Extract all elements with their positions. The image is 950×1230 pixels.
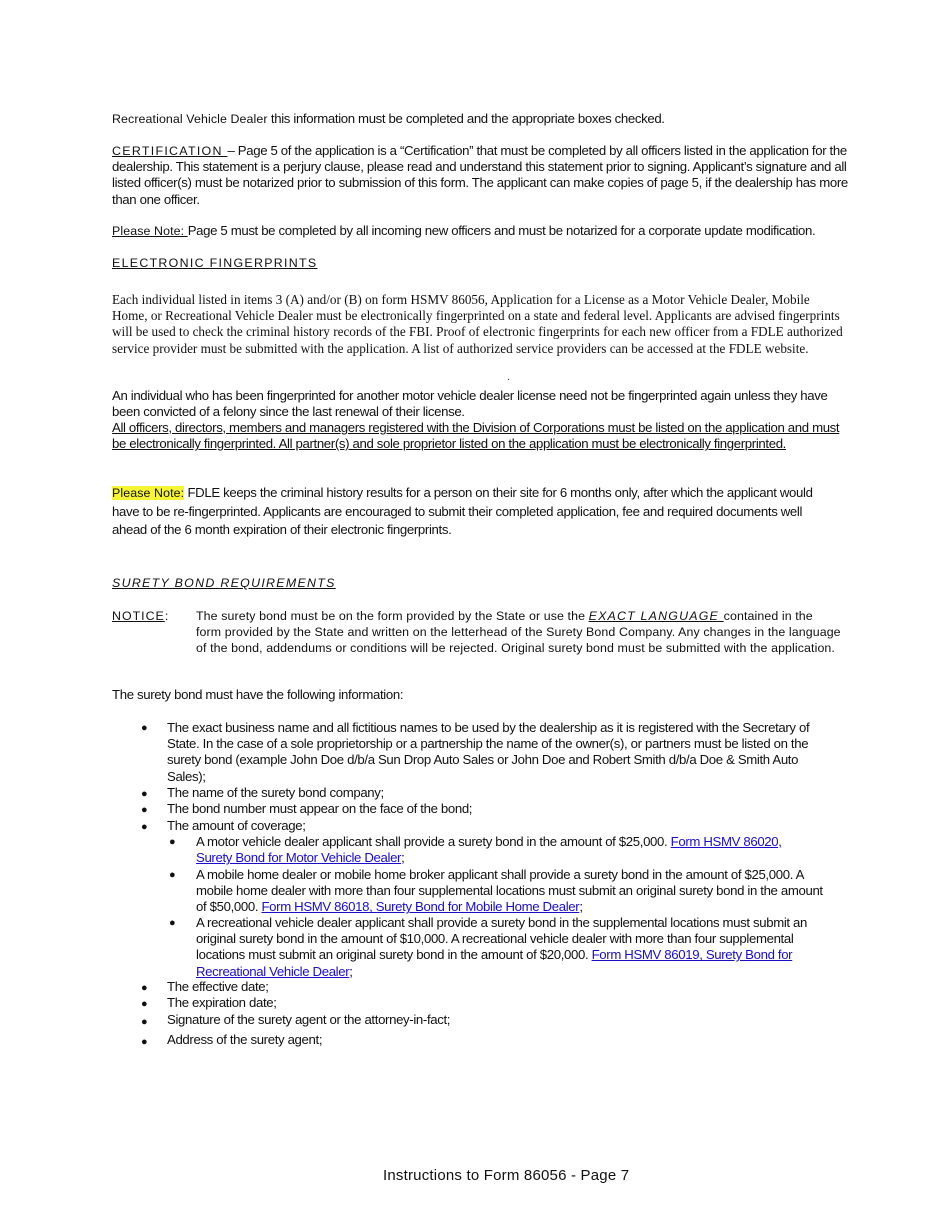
certification-heading: CERTIFICATION [112, 144, 228, 158]
bullet-icon: ● [141, 804, 148, 816]
please-note-corporate [112, 223, 852, 239]
list-item: The effective date; [167, 979, 269, 994]
please-note-label: Please Note: [112, 224, 188, 238]
bullet-icon: ● [141, 788, 148, 800]
notice-label: NOTICE: [112, 609, 169, 623]
notice-text: The surety bond must be on the form provided by the State or use the EXACT LANGUAGE contained in the form provided by the State and written on the letterhead of the Surety Bond Company. Any changes in the language of the bond, addendums or conditions will be rejected. Original surety bond must be submitted with the application. [196, 609, 841, 656]
certification-text: – Page 5 of the application is a “Certification” that must be completed by all officers listed in the application for the dealership. This statement is a perjury clause, please read and understand this statement prior to signing. Applicant’s signature and all listed officer(s) must be notarized prior to submission of this form. The applicant can make copies of page 5, if the dealership has more than one officer. [112, 143, 848, 207]
list-item: The amount of coverage; [167, 818, 306, 833]
form-86018-link[interactable]: Form HSMV 86018, Surety Bond for Mobile Home Dealer [261, 899, 580, 915]
list-item: The exact business name and all fictitious names to be used by the dealership as it is registered with the Secretary of State. In the case of a sole proprietorship or a partnership the name of the owner(s), or partners must be listed on the surety bond (example John Doe d/b/a Sun Drop Auto Sales or John Doe and Robert Smith d/b/a Doe & Smith Auto Sales); [167, 720, 810, 784]
bullet-icon: ● [141, 1036, 148, 1048]
list-item: The name of the surety bond company; [167, 785, 384, 800]
please-note-fdle-text: FDLE keeps the criminal history results for a person on their site for 6 months only, after which the applicant would have to be re-fingerprinted. Applicants are encouraged to submit their completed application, fee and required documents well ahead of the 6 month expiration of their electronic fingerprints. [112, 485, 813, 537]
exact-language: EXACT LANGUAGE [588, 609, 724, 623]
sub-list-item: A recreational vehicle dealer applicant shall provide a surety bond in the supplemental locations must submit an original surety bond in the amount of $10,000. A recreational vehicle dealer with more than four supplemental locations must submit an original surety bond in the amount of $20,000. Form HSMV 86019, Surety Bond for Recreational Vehicle Dealer; [196, 915, 808, 979]
bullet-icon: ● [141, 1016, 148, 1028]
please-note-fdle-label: Please Note: [112, 486, 185, 500]
bullet-icon: ● [141, 982, 148, 994]
form-86020-link[interactable]: Form HSMV 86020, Surety Bond for Motor Vehicle Dealer [196, 834, 782, 866]
intro-paragraph [112, 111, 852, 127]
fingerprints-heading: ELECTRONIC FINGERPRINTS [112, 256, 318, 270]
please-note-text: Page 5 must be completed by all incoming new officers and must be notarized for a corporate update modification. [187, 223, 816, 238]
page-footer: Instructions to Form 86056 - Page 7 [383, 1167, 630, 1184]
fingerprints-paragraph: Each individual listed in items 3 (A) and/or (B) on form HSMV 86056, Application for a License as a Motor Vehicle Dealer, Mobile Home, or Recreational Vehicle Dealer must be electronically fingerprinted on a state and federal level. Applicants are advised fingerprints will be used to check the criminal history records of the FBI. Proof of electronic fingerprints for each new officer from a FDLE authorized service provider must be submitted with the application. A list of authorized service providers can be accessed at the FDLE website. [112, 292, 843, 356]
sub-bullet-icon: ● [169, 869, 176, 881]
list-item: Signature of the surety agent or the attorney-in-fact; [167, 1012, 451, 1027]
form-86019-link[interactable]: Form HSMV 86019, Surety Bond for Recreational Vehicle Dealer [196, 947, 793, 979]
stray-dot: . [507, 372, 510, 383]
sub-bullet-icon: ● [169, 836, 176, 848]
surety-heading: SURETY BOND REQUIREMENTS [112, 576, 336, 590]
please-note-fdle [112, 484, 837, 540]
surety-intro: The surety bond must have the following information: [112, 687, 404, 702]
bullet-icon: ● [141, 722, 148, 734]
intro-lead: Recreational Vehicle Dealer [112, 112, 268, 126]
certification-paragraph [112, 143, 852, 208]
sub-bullet-icon: ● [169, 917, 176, 929]
list-item: The expiration date; [167, 995, 277, 1010]
fingerprints-requirement: All officers, directors, members and managers registered with the Division of Corporations must be listed on the application and must be electronically fingerprinted. All partner(s) and sole proprietor listed on the application must be electronically fingerprinted. [112, 420, 840, 452]
bullet-icon: ● [141, 998, 148, 1010]
list-item: Address of the surety agent; [167, 1032, 323, 1047]
list-item: The bond number must appear on the face of the bond; [167, 801, 473, 816]
sub-list-item: A mobile home dealer or mobile home broker applicant shall provide a surety bond in the amount of $25,000. A mobile home dealer with more than four supplemental locations must submit an original surety bond in the amount of $50,000. Form HSMV 86018, Surety Bond for Mobile Home Dealer; [196, 867, 823, 915]
fingerprints-previous: An individual who has been fingerprinted for another motor vehicle dealer license need not be fingerprinted again unless they have been convicted of a felony since the last renewal of their license. [112, 388, 828, 420]
sub-list-item: A motor vehicle dealer applicant shall provide a surety bond in the amount of $25,000. Form HSMV 86020, Surety Bond for Motor Vehicle Dealer; [196, 834, 782, 866]
intro-text: this information must be completed and the appropriate boxes checked. [267, 111, 665, 126]
bullet-icon: ● [141, 821, 148, 833]
